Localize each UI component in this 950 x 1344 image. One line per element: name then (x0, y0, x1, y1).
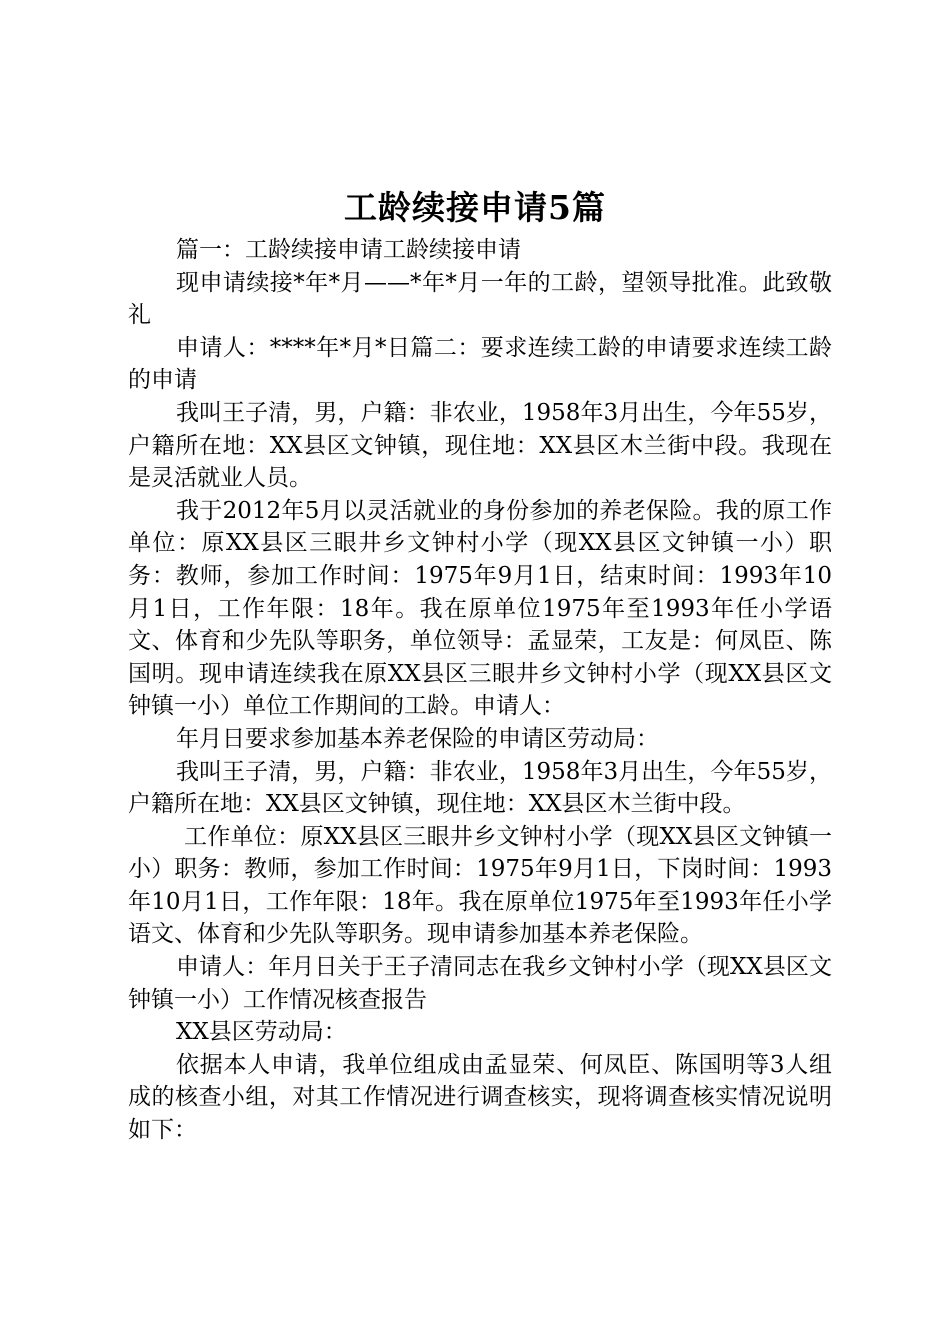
document-body (128, 234, 832, 1147)
paragraph-request-renewal: 现申请续接*年*月——*年*月一年的工龄，望领导批准。此致敬礼 (128, 269, 832, 329)
paragraph-work-history: 我于2012年5月以灵活就业的身份参加的养老保险。我的原工作单位：原XX县区三眼井乡文钟村小学（现XX县区文钟镇一小）职务：教师，参加工作时间：1975年9月1日，结束时间：1993年10月1日，工作年限：18年。我在原单位1975年至1993年任小学语文、体育和少先队等职务，单位领导：孟显荣，工友是：何凤臣、陈国明。现申请连续我在原XX县区三眼井乡文钟村小学（现XX县区文钟镇一小）单位工作期间的工龄。申请人： (128, 497, 832, 720)
paragraph-pension-request-heading: 年月日要求参加基本养老保险的申请区劳动局： (176, 725, 659, 752)
paragraph-applicant-part-two: 申请人：****年*月*日篇二：要求连续工龄的申请要求连续工龄的申请 (128, 334, 832, 394)
paragraph-addressee: XX县区劳动局： (176, 1019, 347, 1046)
paragraph-work-unit: 工作单位：原XX县区三眼井乡文钟村小学（现XX县区文钟镇一小）职务：教师，参加工作时间：1975年9月1日，下岗时间：1993年10月1日，工作年限：18年。我在原单位1975年至1993年任小学语文、体育和少先队等职务。现申请参加基本养老保险。 (128, 823, 832, 948)
document-title: 工龄续接申请5篇 (344, 188, 606, 227)
paragraph-part-one-heading: 篇一：工龄续接申请工龄续接申请 (176, 237, 521, 263)
paragraph-verification-details: 依据本人申请，我单位组成由孟显荣、何凤臣、陈国明等3人组成的核查小组，对其工作情况进行调查核实，现将调查核实情况说明如下： (128, 1051, 832, 1144)
paragraph-verification-report-heading: 申请人：年月日关于王子清同志在我乡文钟村小学（现XX县区文钟镇一小）工作情况核查报告 (128, 954, 832, 1013)
paragraph-personal-info: 我叫王子清，男，户籍：非农业，1958年3月出生，今年55岁，户籍所在地：XX县区文钟镇，现住地：XX县区木兰街中段。我现在是灵活就业人员。 (128, 399, 832, 492)
paragraph-personal-info-repeat: 我叫王子清，男，户籍：非农业，1958年3月出生，今年55岁，户籍所在地：XX县区文钟镇，现住地：XX县区木兰街中段。 (128, 758, 832, 818)
